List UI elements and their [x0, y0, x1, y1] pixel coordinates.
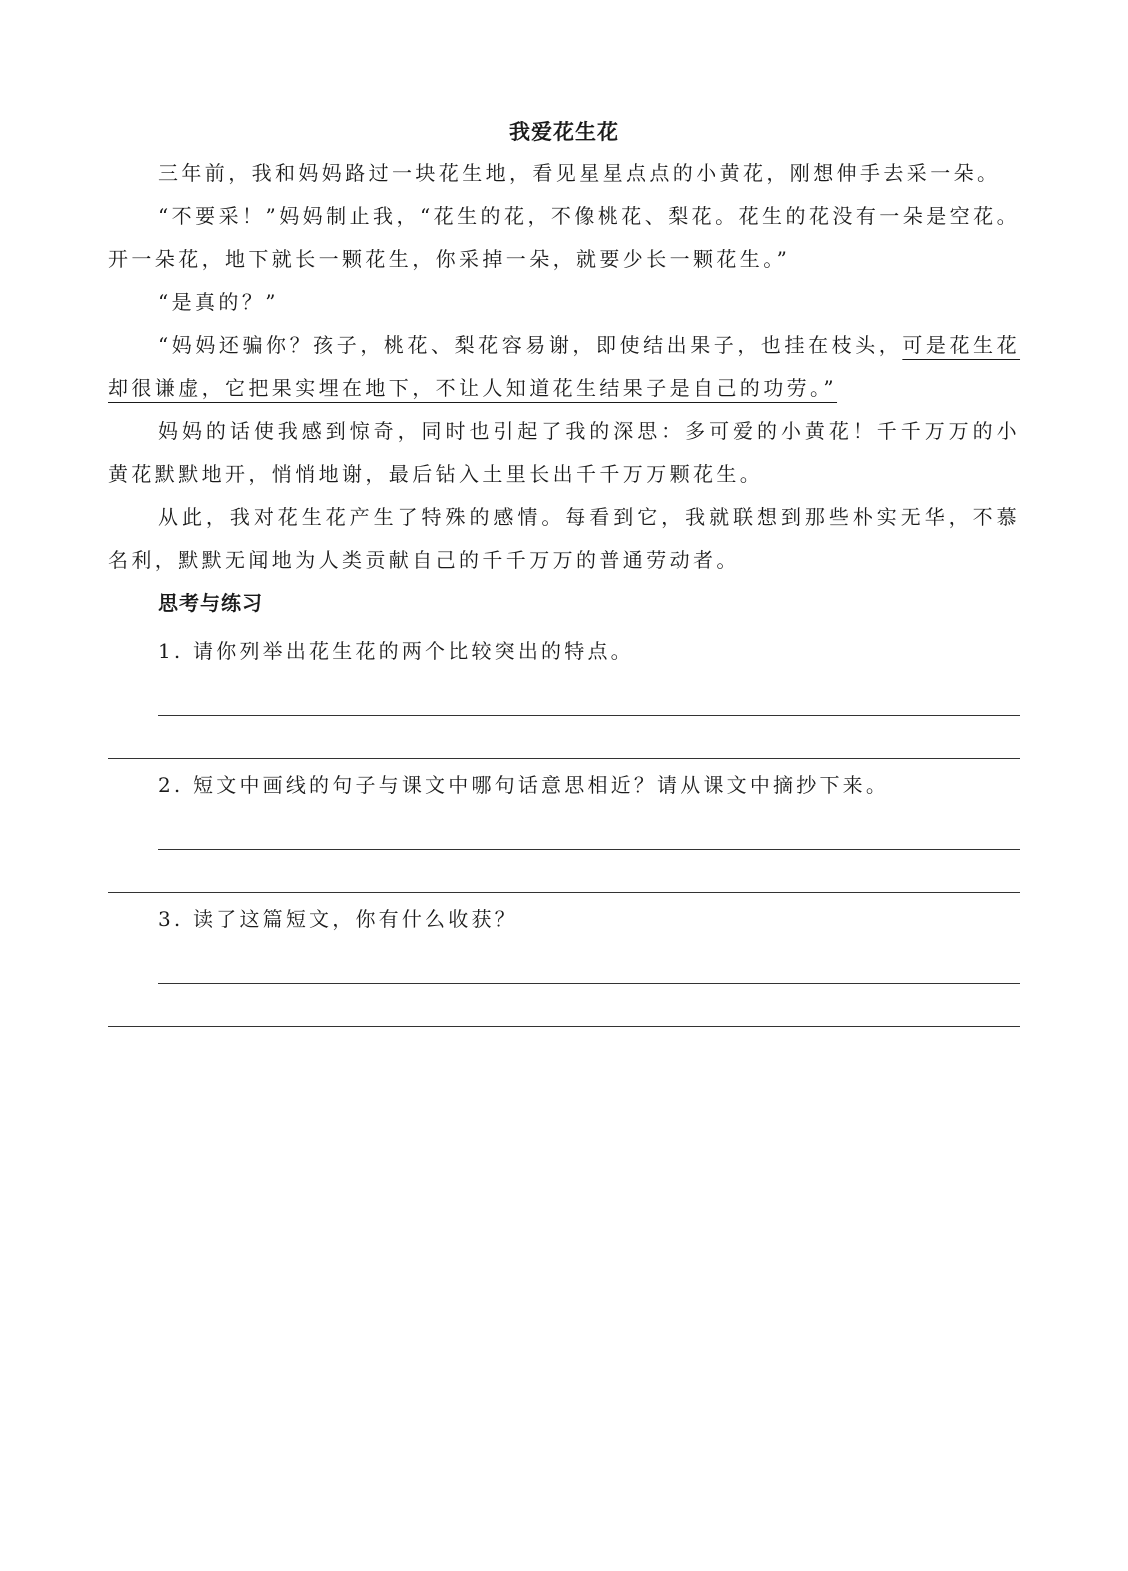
paragraph-5: 妈妈的话使我感到惊奇，同时也引起了我的深思：多可爱的小黄花！千千万万的小黄花默默地开，悄悄地谢，最后钻入土里长出千千万万颗花生。	[108, 419, 1020, 486]
paragraph-2: “不要采！”妈妈制止我，“花生的花，不像桃花、梨花。花生的花没有一朵是空花。开一朵花，地下就长一颗花生，你采掉一朵，就要少长一颗花生。”	[108, 204, 1020, 271]
answer-line	[108, 758, 1020, 759]
answer-area-3[interactable]	[108, 941, 1020, 1027]
question-2: 2. 短文中画线的句子与课文中哪句话意思相近？请从课文中摘抄下来。	[158, 773, 890, 797]
paragraph-4	[108, 324, 1020, 410]
question-3: 3. 读了这篇短文，你有什么收获？	[158, 907, 518, 931]
question-1: 1. 请你列举出花生花的两个比较突出的特点。	[158, 639, 634, 663]
answer-line	[158, 715, 1020, 716]
answer-line	[108, 1026, 1020, 1027]
answer-line	[158, 849, 1020, 850]
question-2-block	[108, 764, 1020, 893]
answer-area-2[interactable]	[108, 807, 1020, 893]
question-1-block	[108, 630, 1020, 759]
passage-title: 我爱花生花	[509, 120, 619, 144]
answer-line	[158, 983, 1020, 984]
worksheet-page	[108, 112, 1020, 1027]
paragraph-4-plain: “妈妈还骗你？孩子，桃花、梨花容易谢，即使结出果子，也挂在枝头，	[158, 333, 903, 357]
paragraph-1: 三年前，我和妈妈路过一块花生地，看见星星点点的小黄花，刚想伸手去采一朵。	[158, 161, 1001, 185]
paragraph-6: 从此，我对花生花产生了特殊的感情。每看到它，我就联想到那些朴实无华，不慕名利，默默无闻地为人类贡献自己的千千万万的普通劳动者。	[108, 505, 1020, 572]
exercise-heading: 思考与练习	[158, 591, 263, 615]
underlined-sentence: 可是花生花却很谦虚，它把果实埋在地下，不让人知道花生结果子是自己的功劳。”	[108, 333, 1021, 400]
paragraph-3: “是真的？”	[158, 290, 279, 314]
answer-line	[108, 892, 1020, 893]
question-3-block	[108, 898, 1020, 1027]
answer-area-1[interactable]	[108, 673, 1020, 759]
